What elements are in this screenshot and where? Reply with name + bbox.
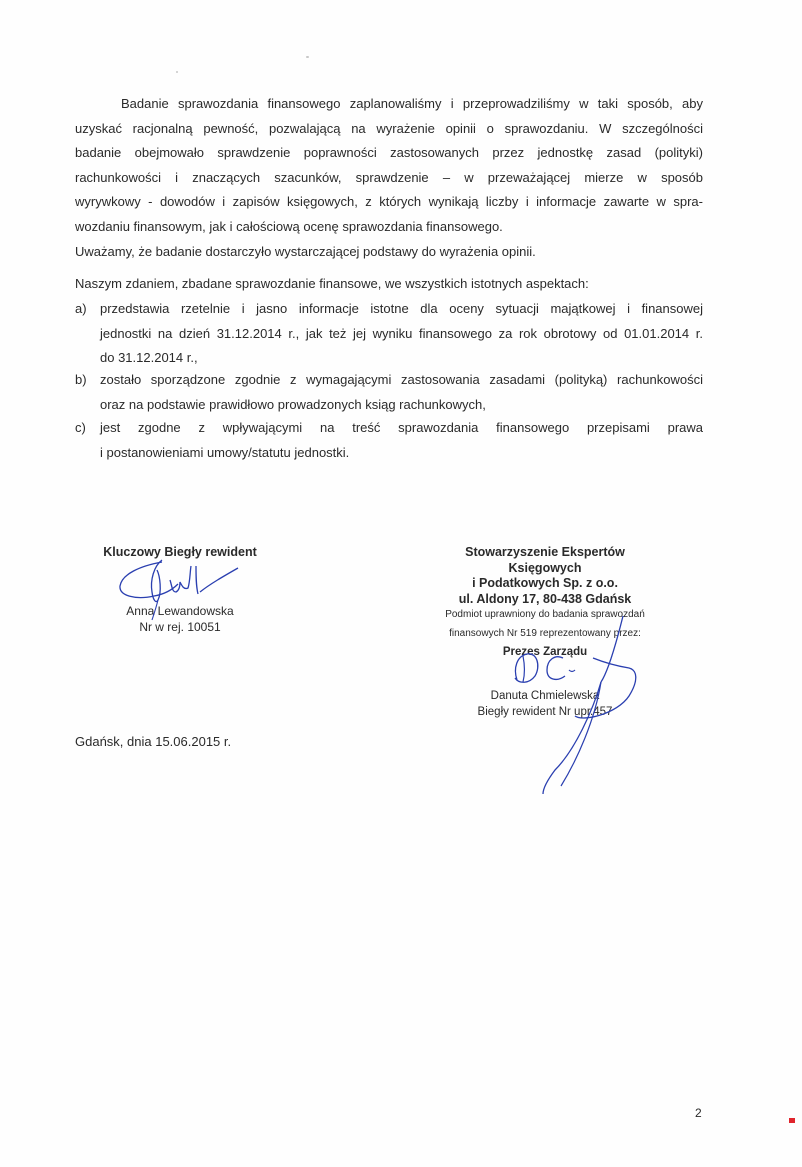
paragraph-line: uzyskać racjonalną pewność, pozwalającą na wyrażenie opinii o sprawozdaniu. W szczególności xyxy=(75,120,703,136)
signer-name: Danuta Chmielewska xyxy=(490,690,600,702)
president-title: Prezes Zarządu xyxy=(502,646,588,658)
firm-authorization-note: Podmiot uprawniony do badania sprawozdań xyxy=(445,609,645,620)
audit-scope-paragraph xyxy=(75,92,703,264)
auditor-signature xyxy=(110,552,250,622)
auditor-registration: Nr w rej. 10051 xyxy=(139,620,221,634)
item-marker: a) xyxy=(75,301,87,316)
opinion-item-b xyxy=(75,368,703,418)
opinion-intro-text: Naszym zdaniem, zbadane sprawozdanie finansowe, we wszystkich istotnych aspektach: xyxy=(75,276,589,291)
opinion-intro xyxy=(75,272,703,297)
page-number: 2 xyxy=(695,1106,702,1120)
item-line: oraz na podstawie prawidłowo prowadzonych ksiąg rachunkowych, xyxy=(100,396,486,412)
firm-representation-note: finansowych Nr 519 reprezentowany przez: xyxy=(449,628,641,639)
sufficiency-statement: Uważamy, że badanie dostarczyło wystarczającej podstawy do wyrażenia opinii. xyxy=(75,243,536,259)
paragraph-line: Badanie sprawozdania finansowego zaplanowaliśmy i przeprowadziliśmy w taki sposób, aby xyxy=(121,96,703,111)
firm-address: ul. Aldony 17, 80-438 Gdańsk xyxy=(458,591,632,606)
scan-red-mark xyxy=(789,1118,795,1123)
paragraph-line: wozdaniu finansowym, jak i całościową ocenę sprawozdania finansowego. xyxy=(75,218,503,234)
firm-name-line-2: Księgowych xyxy=(508,560,582,575)
firm-name-line-3: i Podatkowych Sp. z o.o. xyxy=(472,576,618,590)
auditor-title: Kluczowy Biegły rewident xyxy=(103,545,257,559)
opinion-item-a xyxy=(75,297,703,371)
paragraph-line: rachunkowości i znaczących szacunków, sprawdzenie – w przeważającej mierze w sposób xyxy=(75,169,703,185)
item-line: jest zgodne z wpływającymi na treść sprawozdania finansowego przepisami prawa xyxy=(100,420,703,435)
item-marker: c) xyxy=(75,420,86,435)
signer-registration: Biegły rewident Nr upr.457 xyxy=(477,706,613,718)
firm-name-line-1: Stowarzyszenie Ekspertów xyxy=(465,545,625,559)
item-marker: b) xyxy=(75,372,87,387)
item-line: jednostki na dzień 31.12.2014 r., jak też jej wyniku finansowego za rok obrotowy od 01.01.2014 r. xyxy=(100,325,703,341)
president-signature xyxy=(505,610,645,800)
paragraph-line: badanie obejmowało sprawdzenie poprawności zastosowanych przez jednostkę zasad (polityki) xyxy=(75,145,703,161)
scan-speck xyxy=(306,56,309,58)
item-line: do 31.12.2014 r., xyxy=(100,350,198,366)
paragraph-line: wyrywkowy - dowodów i zapisów księgowych, z których wynikają liczby i informacje zawarte w spra- xyxy=(75,194,703,210)
item-line: i postanowieniami umowy/statutu jednostki. xyxy=(100,444,350,460)
item-line: przedstawia rzetelnie i jasno informacje istotne dla oceny sytuacji majątkowej i finansowej xyxy=(100,301,703,316)
scan-speck xyxy=(176,71,178,73)
item-line: zostało sporządzone zgodnie z wymagającymi zastosowania zasadami (polityką) rachunkowości xyxy=(100,372,703,387)
opinion-item-c xyxy=(75,416,703,466)
auditor-name: Anna Lewandowska xyxy=(126,604,234,618)
place-and-date: Gdańsk, dnia 15.06.2015 r. xyxy=(75,734,232,749)
